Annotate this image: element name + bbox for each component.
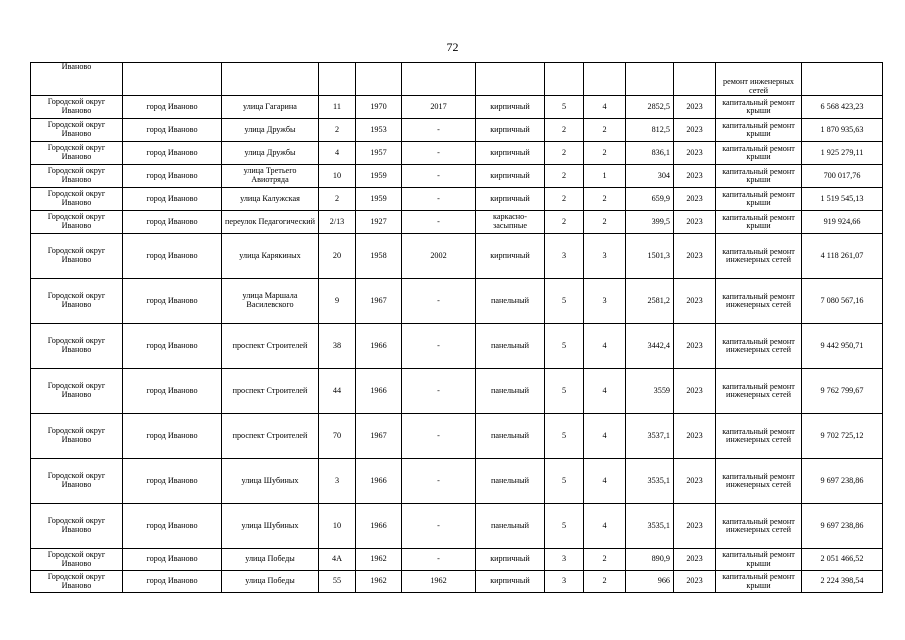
year-repair-cell: - (402, 165, 476, 188)
year-repair-cell: - (402, 504, 476, 549)
district-cell: Городской округ Иваново (31, 165, 123, 188)
table-row (31, 549, 883, 571)
work-type-cell: капитальный ремонт крыши (716, 119, 802, 142)
work-type-cell: капитальный ремонт крыши (716, 96, 802, 119)
city-cell: город Иваново (123, 188, 222, 211)
floors-cell: 5 (545, 369, 584, 414)
work-type-cell: капитальный ремонт крыши (716, 142, 802, 165)
plan-year-cell: 2023 (674, 549, 716, 571)
area-cell: 3535,1 (626, 459, 674, 504)
year-built-cell: 1966 (356, 324, 402, 369)
city-cell: город Иваново (123, 369, 222, 414)
cost-cell: 1 519 545,13 (802, 188, 883, 211)
table-row (31, 211, 883, 234)
entrances-cell: 4 (584, 414, 626, 459)
material-cell: панельный (476, 414, 545, 459)
entrances-cell: 1 (584, 165, 626, 188)
entrances-cell (584, 63, 626, 96)
district-cell: Городской округ Иваново (31, 234, 123, 279)
house-cell: 20 (319, 234, 356, 279)
house-cell: 9 (319, 279, 356, 324)
work-type-cell: капитальный ремонт инженерных сетей (716, 459, 802, 504)
entrances-cell: 2 (584, 119, 626, 142)
work-type-cell: капитальный ремонт инженерных сетей (716, 504, 802, 549)
page-number: 72 (446, 40, 459, 54)
work-type-cell: капитальный ремонт инженерных сетей (716, 369, 802, 414)
year-repair-cell: - (402, 119, 476, 142)
plan-year-cell: 2023 (674, 165, 716, 188)
floors-cell: 3 (545, 549, 584, 571)
year-repair-cell: - (402, 142, 476, 165)
area-cell (626, 63, 674, 96)
year-repair-cell: 1962 (402, 571, 476, 593)
work-type-cell: капитальный ремонт инженерных сетей (716, 279, 802, 324)
area-cell: 2852,5 (626, 96, 674, 119)
district-cell: Иваново (31, 63, 123, 96)
table-row (31, 142, 883, 165)
house-cell: 2 (319, 188, 356, 211)
house-cell: 10 (319, 165, 356, 188)
table-row (31, 571, 883, 593)
district-cell: Городской округ Иваново (31, 119, 123, 142)
plan-year-cell: 2023 (674, 96, 716, 119)
material-cell: кирпичный (476, 234, 545, 279)
street-cell: проспект Строителей (222, 324, 319, 369)
street-cell: проспект Строителей (222, 369, 319, 414)
year-built-cell: 1957 (356, 142, 402, 165)
cost-cell: 2 051 466,52 (802, 549, 883, 571)
floors-cell: 5 (545, 279, 584, 324)
city-cell: город Иваново (123, 119, 222, 142)
plan-year-cell: 2023 (674, 211, 716, 234)
entrances-cell: 4 (584, 459, 626, 504)
year-repair-cell: 2017 (402, 96, 476, 119)
area-cell: 966 (626, 571, 674, 593)
cost-cell: 9 762 799,67 (802, 369, 883, 414)
floors-cell: 5 (545, 96, 584, 119)
material-cell: панельный (476, 279, 545, 324)
house-cell: 11 (319, 96, 356, 119)
area-cell: 3559 (626, 369, 674, 414)
material-cell: панельный (476, 369, 545, 414)
plan-year-cell: 2023 (674, 188, 716, 211)
entrances-cell: 4 (584, 504, 626, 549)
house-cell: 10 (319, 504, 356, 549)
plan-year-cell: 2023 (674, 142, 716, 165)
area-cell: 659,9 (626, 188, 674, 211)
floors-cell: 5 (545, 414, 584, 459)
year-repair-cell: - (402, 414, 476, 459)
district-cell: Городской округ Иваново (31, 96, 123, 119)
city-cell: город Иваново (123, 211, 222, 234)
house-cell: 44 (319, 369, 356, 414)
material-cell: кирпичный (476, 165, 545, 188)
area-cell: 2581,2 (626, 279, 674, 324)
street-cell: улица Дружбы (222, 142, 319, 165)
house-cell: 38 (319, 324, 356, 369)
table-row (31, 459, 883, 504)
year-built-cell: 1970 (356, 96, 402, 119)
entrances-cell: 2 (584, 211, 626, 234)
floors-cell: 3 (545, 234, 584, 279)
plan-year-cell: 2023 (674, 119, 716, 142)
floors-cell: 2 (545, 165, 584, 188)
floors-cell: 2 (545, 142, 584, 165)
area-cell: 3442,4 (626, 324, 674, 369)
year-built-cell: 1967 (356, 279, 402, 324)
street-cell: проспект Строителей (222, 414, 319, 459)
work-type-cell: капитальный ремонт крыши (716, 571, 802, 593)
material-cell: панельный (476, 324, 545, 369)
year-built-cell: 1953 (356, 119, 402, 142)
work-type-cell: капитальный ремонт инженерных сетей (716, 234, 802, 279)
floors-cell (545, 63, 584, 96)
year-repair-cell: - (402, 279, 476, 324)
floors-cell: 5 (545, 459, 584, 504)
district-cell: Городской округ Иваново (31, 324, 123, 369)
street-cell: улица Калужская (222, 188, 319, 211)
year-repair-cell: - (402, 459, 476, 504)
year-built-cell: 1927 (356, 211, 402, 234)
table-row (31, 504, 883, 549)
city-cell: город Иваново (123, 324, 222, 369)
district-cell: Городской округ Иваново (31, 549, 123, 571)
work-type-cell: ремонт инженерных сетей (716, 63, 802, 96)
floors-cell: 2 (545, 188, 584, 211)
table-row-continuation (31, 63, 883, 96)
year-built-cell: 1967 (356, 414, 402, 459)
cost-cell: 6 568 423,23 (802, 96, 883, 119)
city-cell: город Иваново (123, 165, 222, 188)
table-row (31, 188, 883, 211)
city-cell: город Иваново (123, 96, 222, 119)
area-cell: 812,5 (626, 119, 674, 142)
street-cell: улица Шубиных (222, 459, 319, 504)
city-cell (123, 63, 222, 96)
area-cell: 1501,3 (626, 234, 674, 279)
street-cell: улица Третьего Авиотряда (222, 165, 319, 188)
table-row (31, 165, 883, 188)
housing-repair-table (30, 62, 883, 593)
material-cell: панельный (476, 504, 545, 549)
year-built-cell: 1966 (356, 369, 402, 414)
street-cell: улица Гагарина (222, 96, 319, 119)
material-cell: каркасно-засыпные (476, 211, 545, 234)
street-cell: улица Шубиных (222, 504, 319, 549)
year-repair-cell (402, 63, 476, 96)
entrances-cell: 2 (584, 188, 626, 211)
cost-cell (802, 63, 883, 96)
cost-cell: 700 017,76 (802, 165, 883, 188)
cost-cell: 9 442 950,71 (802, 324, 883, 369)
work-type-cell: капитальный ремонт крыши (716, 549, 802, 571)
cost-cell: 9 702 725,12 (802, 414, 883, 459)
table-row (31, 96, 883, 119)
entrances-cell: 4 (584, 369, 626, 414)
floors-cell: 2 (545, 119, 584, 142)
house-cell: 4А (319, 549, 356, 571)
plan-year-cell: 2023 (674, 504, 716, 549)
district-cell: Городской округ Иваново (31, 504, 123, 549)
house-cell: 70 (319, 414, 356, 459)
year-repair-cell: - (402, 324, 476, 369)
year-repair-cell: - (402, 188, 476, 211)
city-cell: город Иваново (123, 459, 222, 504)
cost-cell: 1 925 279,11 (802, 142, 883, 165)
plan-year-cell: 2023 (674, 234, 716, 279)
work-type-cell: капитальный ремонт инженерных сетей (716, 414, 802, 459)
work-type-cell: капитальный ремонт крыши (716, 165, 802, 188)
area-cell: 399,5 (626, 211, 674, 234)
entrances-cell: 2 (584, 142, 626, 165)
material-cell (476, 63, 545, 96)
material-cell: кирпичный (476, 96, 545, 119)
street-cell: улица Дружбы (222, 119, 319, 142)
year-built-cell: 1959 (356, 188, 402, 211)
plan-year-cell: 2023 (674, 324, 716, 369)
city-cell: город Иваново (123, 504, 222, 549)
city-cell: город Иваново (123, 142, 222, 165)
work-type-cell: капитальный ремонт крыши (716, 188, 802, 211)
district-cell: Городской округ Иваново (31, 369, 123, 414)
table-row (31, 119, 883, 142)
district-cell: Городской округ Иваново (31, 459, 123, 504)
floors-cell: 5 (545, 324, 584, 369)
city-cell: город Иваново (123, 571, 222, 593)
year-built-cell: 1962 (356, 571, 402, 593)
plan-year-cell: 2023 (674, 279, 716, 324)
table-row (31, 369, 883, 414)
street-cell: улица Карякиных (222, 234, 319, 279)
material-cell: кирпичный (476, 188, 545, 211)
district-cell: Городской округ Иваново (31, 414, 123, 459)
district-cell: Городской округ Иваново (31, 571, 123, 593)
house-cell: 3 (319, 459, 356, 504)
city-cell: город Иваново (123, 549, 222, 571)
cost-cell: 7 080 567,16 (802, 279, 883, 324)
district-cell: Городской округ Иваново (31, 279, 123, 324)
table-row (31, 234, 883, 279)
year-built-cell: 1958 (356, 234, 402, 279)
work-type-cell: капитальный ремонт крыши (716, 211, 802, 234)
district-cell: Городской округ Иваново (31, 142, 123, 165)
plan-year-cell: 2023 (674, 369, 716, 414)
material-cell: кирпичный (476, 142, 545, 165)
material-cell: кирпичный (476, 119, 545, 142)
area-cell: 836,1 (626, 142, 674, 165)
area-cell: 3535,1 (626, 504, 674, 549)
area-cell: 3537,1 (626, 414, 674, 459)
year-built-cell: 1962 (356, 549, 402, 571)
cost-cell: 2 224 398,54 (802, 571, 883, 593)
district-cell: Городской округ Иваново (31, 188, 123, 211)
year-built-cell: 1959 (356, 165, 402, 188)
house-cell: 2/13 (319, 211, 356, 234)
district-cell: Городской округ Иваново (31, 211, 123, 234)
plan-year-cell (674, 63, 716, 96)
floors-cell: 5 (545, 504, 584, 549)
entrances-cell: 3 (584, 234, 626, 279)
house-cell: 55 (319, 571, 356, 593)
floors-cell: 2 (545, 211, 584, 234)
street-cell: улица Победы (222, 549, 319, 571)
street-cell: улица Маршала Василевского (222, 279, 319, 324)
material-cell: панельный (476, 459, 545, 504)
cost-cell: 4 118 261,07 (802, 234, 883, 279)
floors-cell: 3 (545, 571, 584, 593)
entrances-cell: 4 (584, 96, 626, 119)
year-repair-cell: 2002 (402, 234, 476, 279)
cost-cell: 9 697 238,86 (802, 504, 883, 549)
entrances-cell: 4 (584, 324, 626, 369)
cost-cell: 1 870 935,63 (802, 119, 883, 142)
cost-cell: 919 924,66 (802, 211, 883, 234)
street-cell: переулок Педагогический (222, 211, 319, 234)
area-cell: 304 (626, 165, 674, 188)
year-repair-cell: - (402, 549, 476, 571)
work-type-cell: капитальный ремонт инженерных сетей (716, 324, 802, 369)
plan-year-cell: 2023 (674, 571, 716, 593)
city-cell: город Иваново (123, 234, 222, 279)
house-cell: 4 (319, 142, 356, 165)
street-cell (222, 63, 319, 96)
plan-year-cell: 2023 (674, 459, 716, 504)
street-cell: улица Победы (222, 571, 319, 593)
entrances-cell: 2 (584, 571, 626, 593)
entrances-cell: 2 (584, 549, 626, 571)
house-cell: 2 (319, 119, 356, 142)
year-built-cell (356, 63, 402, 96)
city-cell: город Иваново (123, 414, 222, 459)
plan-year-cell: 2023 (674, 414, 716, 459)
area-cell: 890,9 (626, 549, 674, 571)
material-cell: кирпичный (476, 549, 545, 571)
year-repair-cell: - (402, 211, 476, 234)
entrances-cell: 3 (584, 279, 626, 324)
material-cell: кирпичный (476, 571, 545, 593)
city-cell: город Иваново (123, 279, 222, 324)
cost-cell: 9 697 238,86 (802, 459, 883, 504)
year-repair-cell: - (402, 369, 476, 414)
table-row (31, 414, 883, 459)
year-built-cell: 1966 (356, 459, 402, 504)
year-built-cell: 1966 (356, 504, 402, 549)
table-row (31, 324, 883, 369)
table-row (31, 279, 883, 324)
house-cell (319, 63, 356, 96)
